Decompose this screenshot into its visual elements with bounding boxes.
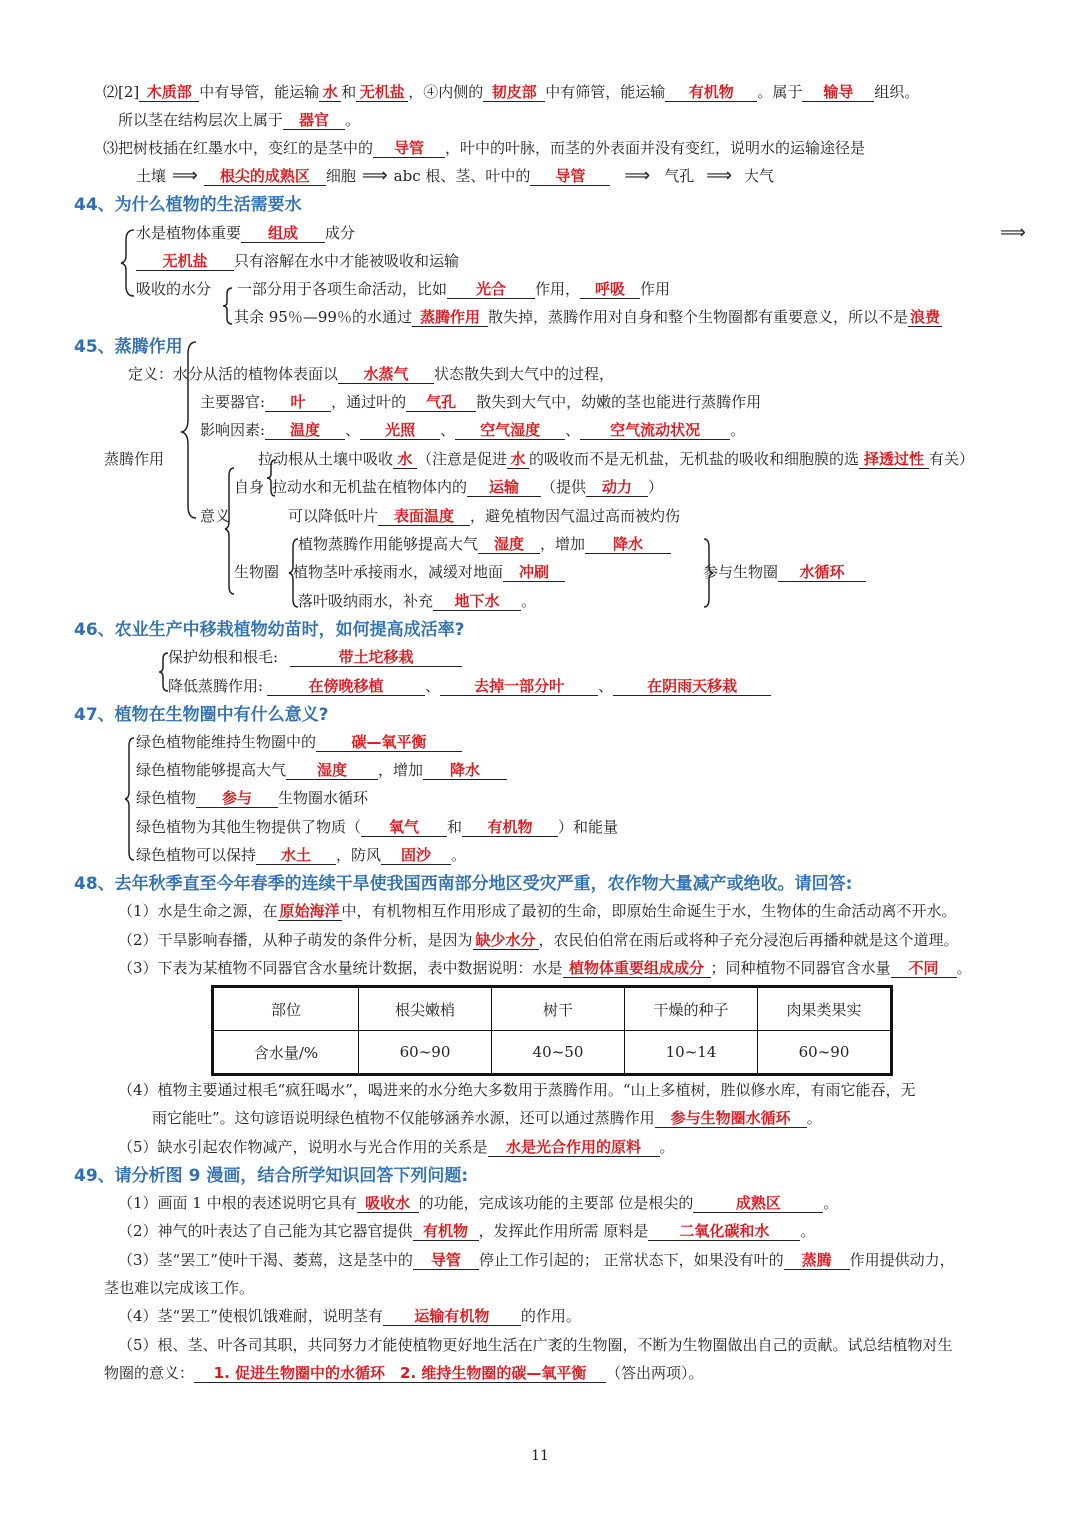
answer-blank: 运输有机物 xyxy=(383,1307,521,1326)
answer-blank: 水循环 xyxy=(778,563,866,582)
answer-blank: 韧皮部 xyxy=(483,83,545,102)
s45-row-5: 自身 拉动水和无机盐在植物体内的 运输 （提供 动力 ） xyxy=(234,478,664,496)
answer-blank: 输导 xyxy=(802,83,874,102)
answer-blank: 器官 xyxy=(283,111,345,130)
s49-row-1: （1）画面 1 中根的表述说明它具有 吸收水 的功能，完成该功能的主要部 位是根尖的 成熟区 。 xyxy=(118,1194,839,1212)
s44-row-4: 其余 95％—99％的水通过 蒸腾作用 散失掉，蒸腾作用对自身和整个生物圈都有重要意义，所以不是 浪费 xyxy=(234,308,940,326)
answer-blank: 在阴雨天移栽 xyxy=(613,677,771,696)
s45-side-label: 蒸腾作用 xyxy=(104,450,165,468)
q43-line-3: 所以茎在结构层次上属于 器官 。 xyxy=(118,111,361,129)
s48-row-2: （2）干旱影响春播，从种子萌发的条件分析，是因为 缺少水分 ，农民伯伯常在雨后或将种子充分浸泡后再播种就是这个道理。 xyxy=(118,931,959,949)
answer-blank: 有机物 xyxy=(413,1222,479,1241)
s48-row-4b: 雨它能吐”。这句谚语说明绿色植物不仅能够涵养水源，还可以通过蒸腾作用 参与生物圈水循环 。 xyxy=(152,1109,822,1127)
s45-row-6: 意义 可以降低叶片 表面温度 ，避免植物因气温过高而被灼伤 xyxy=(200,507,681,525)
answer-blank: 蒸腾作用 xyxy=(412,308,488,327)
answer-blank: 表面温度 xyxy=(378,507,470,526)
answer-blank: 导管 xyxy=(413,1251,479,1270)
answer-blank: 去掉一部分叶 xyxy=(440,677,598,696)
answer-blank: 在傍晚移植 xyxy=(267,677,425,696)
answer-blank: 冲刷 xyxy=(503,563,565,582)
answer-blank: 降水 xyxy=(585,535,671,554)
page-number: 11 xyxy=(531,1448,549,1464)
answer-blank: 运输 xyxy=(467,478,541,497)
heading-47: 47、植物在生物圈中有什么意义? xyxy=(74,705,329,725)
s47-row-2: 绿色植物能够提高大气 湿度 ，增加 降水 xyxy=(136,760,507,780)
answer-blank: 二氧化碳和水 xyxy=(648,1222,800,1241)
s47-row-1: 绿色植物能维持生物圈中的 碳—氧平衡 xyxy=(136,732,462,752)
answer-blank: 氧气 xyxy=(361,818,447,837)
answer-blank: 水土 xyxy=(256,846,336,865)
answer-blank: 无机盐 xyxy=(136,252,234,271)
table-row xyxy=(213,1031,892,1075)
s48-row-4a: （4）植物主要通过根毛“疯狂喝水”，喝进来的水分绝大多数用于蒸腾作用。“山上多植树，胜似修水库，有雨它能吞，无 xyxy=(118,1081,916,1099)
answer-blank: 光照 xyxy=(360,421,440,440)
s44-row-3: 吸收的水分 一部分用于各项生命活动，比如 光合 作用， 呼吸 作用 xyxy=(136,280,671,298)
answer-blank: 降水 xyxy=(423,761,507,780)
answer-blank: 空气湿度 xyxy=(455,421,565,440)
s47-row-4: 绿色植物为其他生物提供了物质（ 氧气 和 有机物 ）和能量 xyxy=(136,818,619,836)
answer-blank: 组成 xyxy=(241,224,325,243)
right-arrow-icon: ⟹ xyxy=(706,165,733,186)
answer-blank: 叶 xyxy=(265,393,331,412)
answer-blank: 蒸腾 xyxy=(784,1251,850,1270)
heading-45: 45、蒸腾作用 xyxy=(74,337,183,357)
s45-row-3: 影响因素: 温度 、 光照 、 空气湿度 、 空气流动状况 。 xyxy=(200,421,746,439)
answer-blank: 成熟区 xyxy=(693,1194,823,1213)
table-header-cell: 部位 xyxy=(213,987,359,1031)
answer-blank: 有机物 xyxy=(462,818,558,837)
answer-blank: 动力 xyxy=(586,478,648,497)
table-cell: 60~90 xyxy=(758,1031,892,1075)
right-arrow-icon: ⟹ xyxy=(361,165,388,186)
s45-row-9: 落叶吸纳雨水，补充 地下水 。 xyxy=(298,592,537,610)
answer-blank: 吸收水 xyxy=(357,1194,419,1213)
q43-line-4: ⑶把树枝插在红墨水中，变红的是茎中的 导管 ，叶中的叶脉，而茎的外表面并没有变红，说明水的运输途径是 xyxy=(103,139,866,157)
answer-blank: 光合 xyxy=(447,280,535,299)
table-cell: 40~50 xyxy=(492,1031,625,1075)
answer-blank: 择透过性 xyxy=(859,450,929,469)
heading-46: 46、农业生产中移栽植物幼苗时，如何提高成活率? xyxy=(74,620,465,640)
s45-row-8: 生物圈 植物茎叶承接雨水，减缓对地面 冲刷 参与生物圈 水循环 xyxy=(234,562,866,582)
answer-blank: 导管 xyxy=(373,139,445,158)
q43-line-2: ⑵[2] 木质部 中有导管，能运输 水 和 无机盐 ，④内侧的 韧皮部 中有筛管，能运输 有机物 。属于 输导 组织。 xyxy=(103,83,920,101)
s49-row-5b: 物圈的意义： 1. 促进生物圈中的水循环 2. 维持生物圈的碳—氧平衡 （答出两项）。 xyxy=(104,1364,704,1382)
s46-row-1: 保护幼根和根毛: 带土坨移栽 xyxy=(168,647,462,667)
table-header-cell: 肉果类果实 xyxy=(758,987,892,1031)
s49-row-4: （4）茎“罢工”使根饥饿难耐，说明茎有 运输有机物 的作用。 xyxy=(118,1307,581,1325)
table-header-cell: 根尖嫩梢 xyxy=(359,987,492,1031)
answer-blank: 根尖的成熟区 xyxy=(204,167,326,186)
answer-blank: 1. 促进生物圈中的水循环 2. 维持生物圈的碳—氧平衡 xyxy=(194,1364,606,1383)
answer-blank: 无机盐 xyxy=(356,83,408,102)
right-arrow-icon: ⟹ xyxy=(1000,222,1026,243)
answer-blank: 气孔 xyxy=(406,393,476,412)
answer-blank: 空气流动状况 xyxy=(580,421,730,440)
answer-blank: 参与 xyxy=(196,789,278,808)
answer-blank: 固沙 xyxy=(381,846,451,865)
s49-row-3a: （3）茎“罢工”使叶干渴、萎蔫，这是茎中的 导管 停止工作引起的； 正常状态下，如果没有叶的 蒸腾 作用提供动力， xyxy=(118,1251,955,1269)
s45-row-1: 定义：水分从活的植物体表面以 水蒸气 状态散失到大气中的过程， xyxy=(128,365,615,383)
answer-blank: 湿度 xyxy=(478,535,540,554)
table-cell: 60~90 xyxy=(359,1031,492,1075)
answer-blank: 水 xyxy=(319,83,341,102)
answer-blank: 地下水 xyxy=(433,592,521,611)
answer-blank: 不同 xyxy=(891,959,957,978)
s45-row-4: 拉动根从土壤中吸收 水 （注意是促进 水 的吸收而不是无机盐，无机盐的吸收和细胞膜的选 择透过性 有关） xyxy=(258,450,975,468)
s48-row-1: （1）水是生命之源，在 原始海洋 中，有机物相互作用形成了最初的生命，即原始生命诞生于水，生物体的生命活动离不开水。 xyxy=(118,902,957,920)
s47-row-3: 绿色植物 参与 生物圈水循环 xyxy=(136,789,369,807)
s48-row-3: （3）下表为某植物不同器官含水量统计数据，表中数据说明：水是 植物体重要组成成分 ；同种植物不同器官含水量 不同 。 xyxy=(118,959,972,977)
heading-44: 44、为什么植物的生活需要水 xyxy=(74,195,302,215)
answer-blank: 水蒸气 xyxy=(338,365,434,384)
s49-row-3b: 茎也难以完成该工作。 xyxy=(104,1279,255,1297)
s45-row-2: 主要器官: 叶 ，通过叶的 气孔 散失到大气中，幼嫩的茎也能进行蒸腾作用 xyxy=(200,393,762,411)
answer-blank: 呼吸 xyxy=(580,280,640,299)
s44-row-1: 水是植物体重要 组成 成分 xyxy=(136,224,356,242)
right-arrow-icon: ⟹ xyxy=(624,165,651,186)
answer-blank: 木质部 xyxy=(139,83,199,102)
s45-row-7: 植物蒸腾作用能够提高大气 湿度 ，增加 降水 xyxy=(298,534,671,554)
answer-blank: 湿度 xyxy=(286,761,378,780)
s44-row-2: 无机盐 只有溶解在水中才能被吸收和运输 xyxy=(136,251,459,271)
answer-blank: 有机物 xyxy=(665,83,757,102)
table-cell: 含水量/% xyxy=(213,1031,359,1075)
s48-row-5: （5）缺水引起农作物减产，说明水与光合作用的关系是 水是光合作用的原料 。 xyxy=(118,1138,675,1156)
answer-blank: 水 xyxy=(393,450,417,469)
answer-blank: 水是光合作用的原料 xyxy=(488,1138,660,1157)
answer-blank: 导管 xyxy=(530,167,610,186)
right-arrow-icon: ⟹ xyxy=(172,165,198,186)
answer-blank: 参与生物圈水循环 xyxy=(655,1109,807,1128)
water-content-table xyxy=(211,985,893,1076)
heading-49: 49、请分析图 9 漫画，结合所学知识回答下列问题: xyxy=(74,1166,469,1186)
q43-line-5: 土壤 ⟹ 根尖的成熟区 细胞 ⟹ abc 根、茎、叶中的 导管 ⟹ 气孔 ⟹ 大气 xyxy=(136,165,775,186)
s47-row-5: 绿色植物可以保持 水土 ，防风 固沙 。 xyxy=(136,846,467,864)
answer-blank: 碳—氧平衡 xyxy=(316,733,462,752)
s49-row-2: （2）神气的叶表达了自己能为其它器官提供 有机物 ，发挥此作用所需 原料是 二氧化碳和水 。 xyxy=(118,1222,816,1240)
answer-blank: 浪费 xyxy=(909,308,940,326)
answer-blank: 水 xyxy=(507,450,529,469)
answer-blank: 温度 xyxy=(265,421,345,440)
heading-48: 48、去年秋季直至今年春季的连续干旱使我国西南部分地区受灾严重，农作物大量减产或绝收。请回答: xyxy=(74,874,853,894)
table-header-row xyxy=(213,987,892,1031)
s49-row-5a: （5）根、茎、叶各司其职，共同努力才能使植物更好地生活在广袤的生物圈，不断为生物圈做出自己的贡献。试总结植物对生 xyxy=(118,1336,953,1354)
answer-blank: 原始海洋 xyxy=(279,902,340,920)
answer-blank: 植物体重要组成成分 xyxy=(563,959,711,978)
answer-blank: 带土坨移栽 xyxy=(290,648,462,667)
s46-row-2: 降低蒸腾作用: 在傍晚移植 、 去掉一部分叶 、 在阴雨天移栽 xyxy=(168,676,771,696)
answer-blank: 缺少水分 xyxy=(473,931,539,950)
table-cell: 10~14 xyxy=(625,1031,758,1075)
table-header-cell: 树干 xyxy=(492,987,625,1031)
table-header-cell: 干燥的种子 xyxy=(625,987,758,1031)
